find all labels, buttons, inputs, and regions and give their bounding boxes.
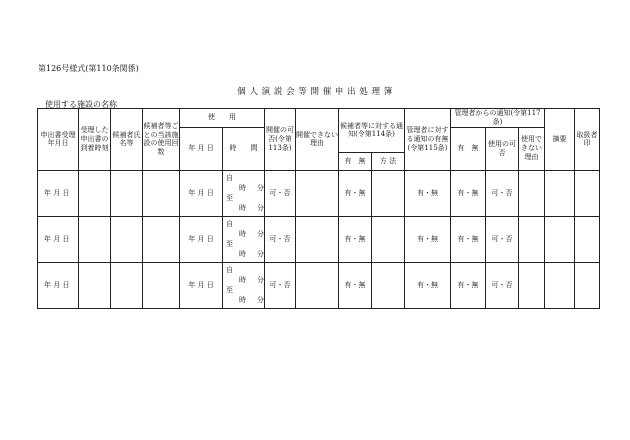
to-label: 至: [226, 240, 233, 248]
manager-notice-cell[interactable]: 有・無: [405, 262, 451, 308]
candidate-name-cell[interactable]: [111, 216, 143, 262]
notice-presence-cell[interactable]: 有・無: [339, 170, 372, 216]
header-notice-from-manager: 管理者からの通知(令第117条): [451, 109, 545, 128]
header-notice-to-manager: 管理者に対する通知の有無(令第115条): [405, 109, 451, 171]
reason-cell[interactable]: [296, 216, 339, 262]
header-unable-reason: 使用できない理由: [519, 127, 545, 170]
header-candidate-name: 候補者氏名等: [111, 109, 143, 171]
header-usage-date: 年 月 日: [180, 127, 223, 170]
minute-label: 分: [257, 230, 264, 238]
reason-cell[interactable]: [296, 170, 339, 216]
usage-count-cell[interactable]: [143, 216, 180, 262]
header-not-possible-reason: 開催できない理由: [296, 109, 339, 171]
from-label: 自: [226, 174, 233, 182]
to-label: 至: [226, 286, 233, 294]
notice-method-cell[interactable]: [372, 216, 405, 262]
summary-cell[interactable]: [545, 262, 575, 308]
usage-date-cell[interactable]: 年 月 日: [180, 170, 223, 216]
reason-cell[interactable]: [296, 262, 339, 308]
from-manager-cell[interactable]: 有・無: [451, 170, 486, 216]
usage-time-cell[interactable]: [223, 262, 265, 308]
usage-count-cell[interactable]: [143, 262, 180, 308]
arrival-time-cell[interactable]: [79, 170, 111, 216]
seal-cell[interactable]: [575, 216, 600, 262]
from-manager-cell[interactable]: 有・無: [451, 262, 486, 308]
application-date-cell[interactable]: 年 月 日: [38, 170, 79, 216]
holding-allowed-cell[interactable]: 可・否: [265, 262, 296, 308]
header-usage: 使 用: [180, 109, 265, 128]
application-date-cell[interactable]: 年 月 日: [38, 262, 79, 308]
hour-label: 時: [239, 296, 246, 304]
minute-label: 分: [257, 250, 264, 258]
table-row: [38, 262, 600, 308]
summary-cell[interactable]: [545, 170, 575, 216]
notice-method-cell[interactable]: [372, 170, 405, 216]
from-manager-cell[interactable]: 有・無: [451, 216, 486, 262]
holding-allowed-cell[interactable]: 可・否: [265, 216, 296, 262]
manager-notice-cell[interactable]: 有・無: [405, 170, 451, 216]
header-usage-time: 時 間: [223, 127, 265, 170]
unable-reason-cell[interactable]: [519, 216, 545, 262]
manager-notice-cell[interactable]: 有・無: [405, 216, 451, 262]
seal-cell[interactable]: [575, 170, 600, 216]
form-number: 第126号様式(第110条関係): [38, 64, 139, 73]
table-row: [38, 170, 600, 216]
hour-label: 時: [239, 230, 246, 238]
seal-cell[interactable]: [575, 262, 600, 308]
table-row: [38, 216, 600, 262]
notice-presence-cell[interactable]: 有・無: [339, 262, 372, 308]
header-holding-allowed: 開催の可 否(令第113条): [265, 109, 296, 171]
usage-date-cell[interactable]: 年 月 日: [180, 262, 223, 308]
to-label: 至: [226, 194, 233, 202]
unable-reason-cell[interactable]: [519, 262, 545, 308]
header-handler-seal: 取扱者印: [575, 109, 600, 171]
candidate-name-cell[interactable]: [111, 262, 143, 308]
header-arrival-time: 受理した申出書の到着時刻: [79, 109, 111, 171]
header-manager-presence: 有 無: [451, 127, 486, 170]
unable-reason-cell[interactable]: [519, 170, 545, 216]
candidate-name-cell[interactable]: [111, 170, 143, 216]
minute-label: 分: [257, 296, 264, 304]
usage-time-cell[interactable]: [223, 216, 265, 262]
page-title: 個 人 演 説 会 等 開 催 申 出 処 理 簿: [237, 87, 393, 97]
facility-label: 使用する施設の名称: [45, 100, 117, 109]
holding-allowed-cell[interactable]: 可・否: [265, 170, 296, 216]
usage-time-cell[interactable]: [223, 170, 265, 216]
header-method: 方 法: [372, 152, 405, 170]
header-summary: 摘要: [545, 109, 575, 171]
header-notice-to-candidate: 候補者等に対する通知(令第114条): [339, 109, 405, 153]
use-allowed-cell[interactable]: 可・否: [486, 216, 519, 262]
application-date-cell[interactable]: 年 月 日: [38, 216, 79, 262]
hour-label: 時: [239, 184, 246, 192]
notice-presence-cell[interactable]: 有・無: [339, 216, 372, 262]
usage-count-cell[interactable]: [143, 170, 180, 216]
hour-label: 時: [239, 250, 246, 258]
hour-label: 時: [239, 204, 246, 212]
minute-label: 分: [257, 204, 264, 212]
minute-label: 分: [257, 276, 264, 284]
header-usage-count: 候補者等ごとの当該施設の使用回数: [143, 109, 180, 171]
arrival-time-cell[interactable]: [79, 262, 111, 308]
use-allowed-cell[interactable]: 可・否: [486, 262, 519, 308]
from-label: 自: [226, 266, 233, 274]
notice-method-cell[interactable]: [372, 262, 405, 308]
hour-label: 時: [239, 276, 246, 284]
summary-cell[interactable]: [545, 216, 575, 262]
use-allowed-cell[interactable]: 可・否: [486, 170, 519, 216]
header-use-allowed: 使用の可 否: [486, 127, 519, 170]
from-label: 自: [226, 220, 233, 228]
usage-date-cell[interactable]: 年 月 日: [180, 216, 223, 262]
arrival-time-cell[interactable]: [79, 216, 111, 262]
minute-label: 分: [257, 184, 264, 192]
header-application-date: 申出書受理年月日: [38, 109, 79, 171]
application-register-table: [37, 108, 600, 309]
header-presence: 有 無: [339, 152, 372, 170]
